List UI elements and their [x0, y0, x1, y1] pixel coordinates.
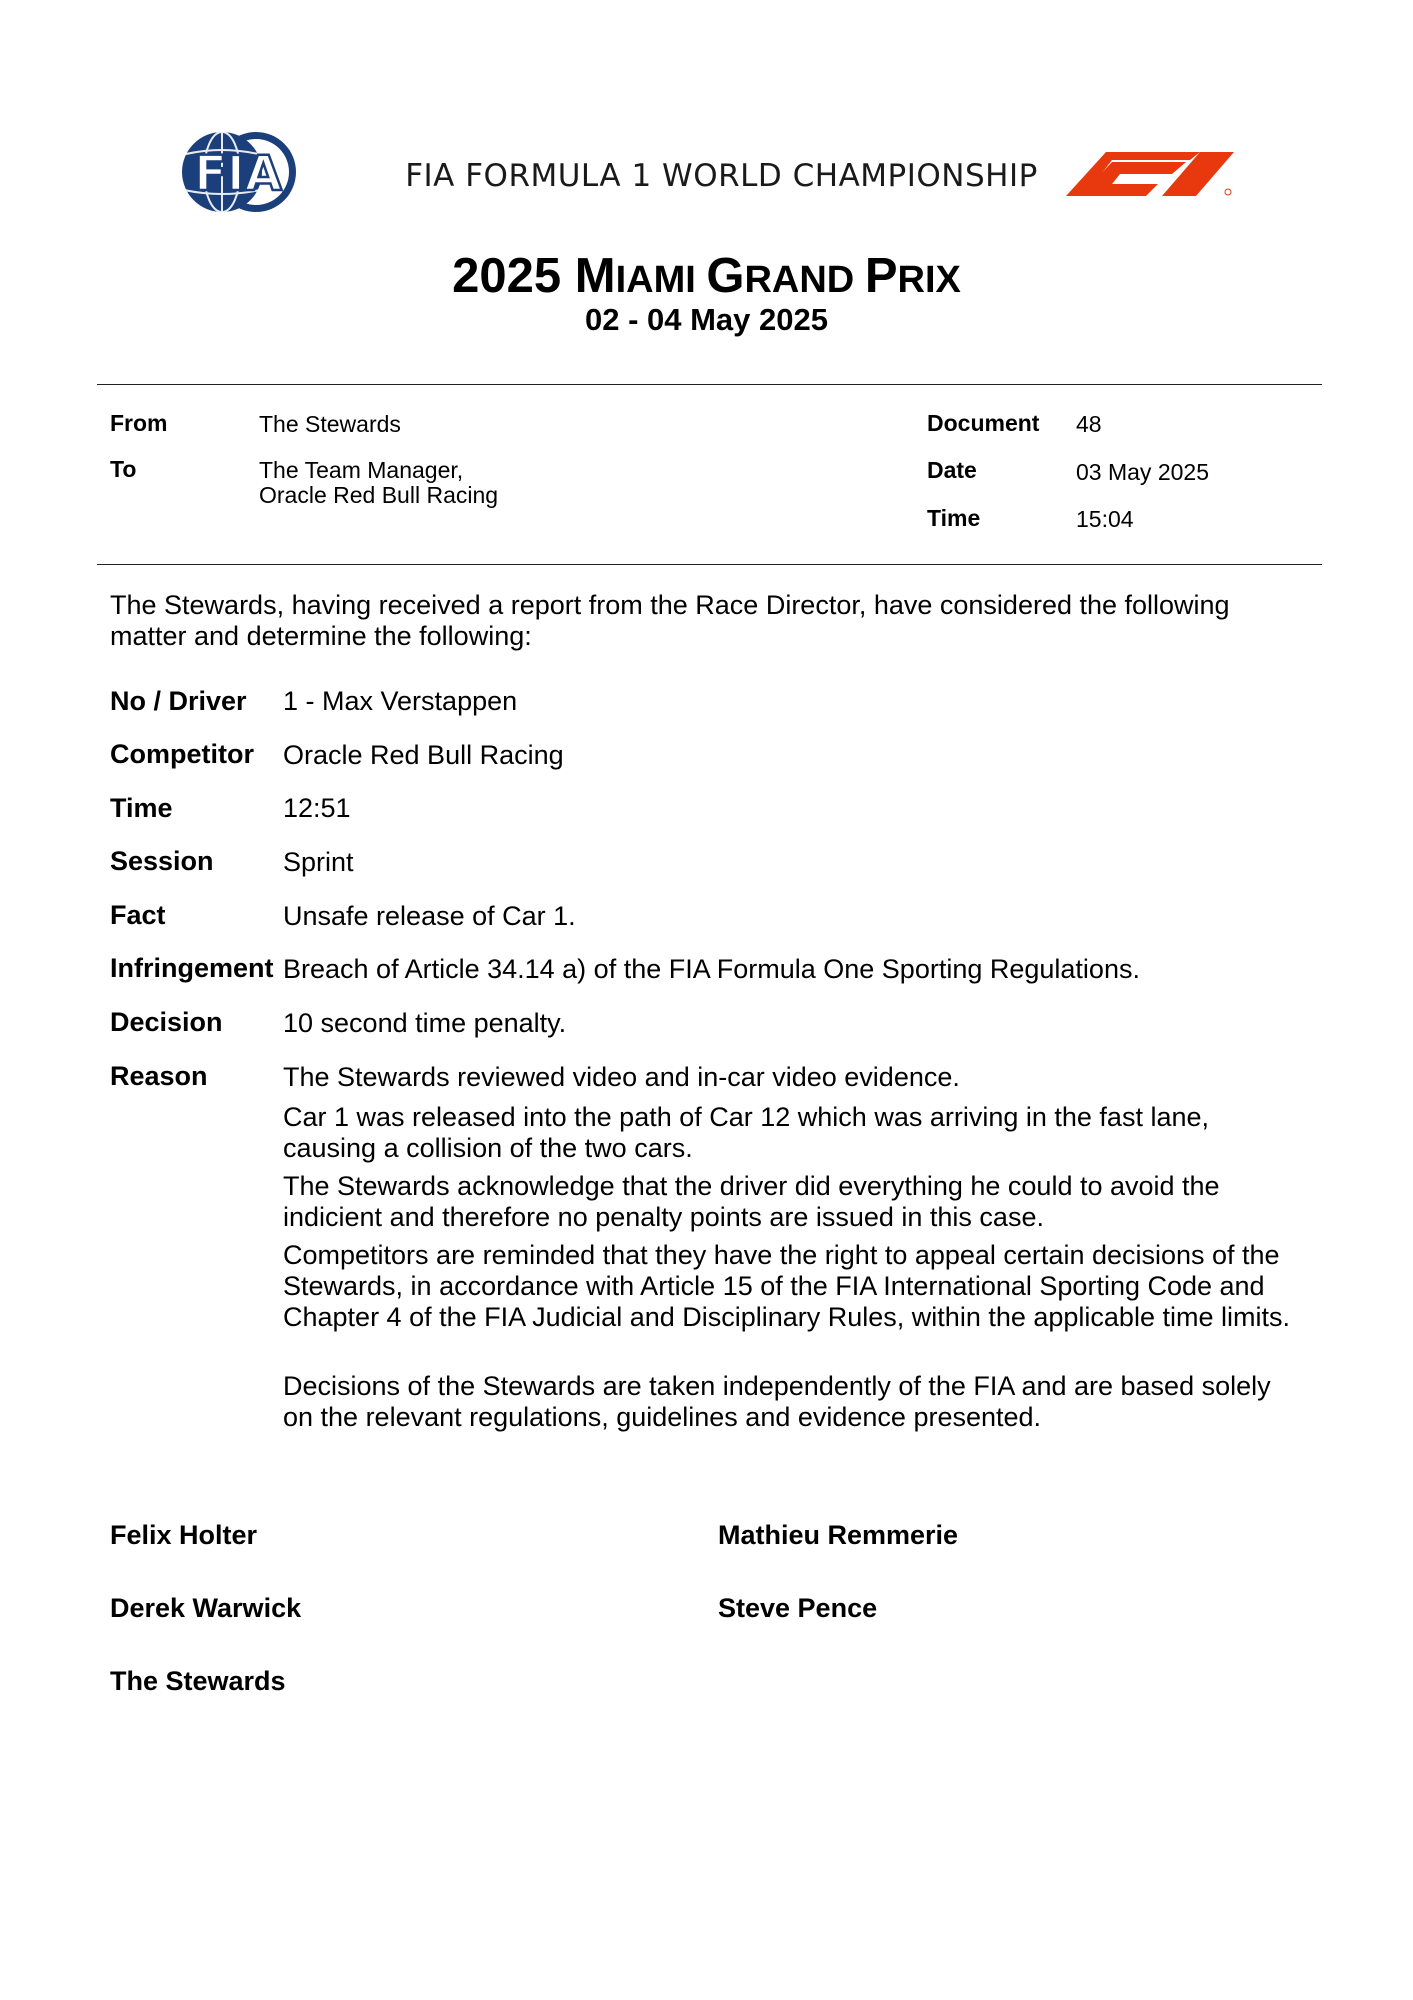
divider-top [97, 384, 1322, 385]
competitor-label: Competitor [110, 739, 254, 769]
intro-text [110, 590, 1310, 652]
signatory-1: Felix Holter [110, 1520, 258, 1550]
reason-p2-line-2: causing a collision of the two cars. [283, 1133, 693, 1163]
date-label: Date [927, 457, 977, 483]
f1-logo [1066, 150, 1238, 198]
event-title: 2025 MIAMI GRAND PRIX [452, 249, 961, 303]
time-label: Time [927, 505, 981, 531]
reason-p3-line-1: The Stewards acknowledge that the driver did everything he could to avoid the [283, 1171, 1220, 1201]
date-value: 03 May 2025 [1076, 459, 1209, 485]
competitor-value: Oracle Red Bull Racing [283, 740, 564, 770]
signatory-3: Derek Warwick [110, 1593, 302, 1623]
reason-paragraph-3 [283, 1171, 1313, 1233]
infringement-label: Infringement [110, 953, 274, 983]
reason-paragraph-4 [283, 1240, 1313, 1333]
championship-title: FIA FORMULA 1 WORLD CHAMPIONSHIP [405, 158, 1038, 194]
driver-label: No / Driver [110, 686, 247, 716]
document-value: 48 [1076, 411, 1102, 437]
session-label: Session [110, 846, 214, 876]
reason-paragraph-1 [283, 1062, 1313, 1093]
session-value: Sprint [283, 847, 354, 877]
stewards-footer: The Stewards [110, 1666, 286, 1696]
decision-value: 10 second time penalty. [283, 1008, 567, 1038]
driver-value: 1 - Max Verstappen [283, 686, 518, 716]
from-label: From [110, 410, 168, 436]
time-field-label: Time [110, 793, 173, 823]
time-value: 15:04 [1076, 506, 1134, 532]
intro-line-1: The Stewards, having received a report from the Race Director, have considered the following [110, 590, 1230, 620]
fact-value: Unsafe release of Car 1. [283, 901, 576, 931]
document-label: Document [927, 410, 1040, 436]
reason-p5-line-1: Decisions of the Stewards are taken independently of the FIA and are based solely [283, 1371, 1271, 1401]
to-value [259, 458, 498, 508]
event-dates: 02 - 04 May 2025 [584, 302, 828, 337]
reason-p4-line-2: Stewards, in accordance with Article 15 of the FIA International Sporting Code and [283, 1271, 1265, 1301]
fact-label: Fact [110, 900, 166, 930]
reason-p2-line-1: Car 1 was released into the path of Car 12 which was arriving in the fast lane, [283, 1102, 1209, 1132]
reason-p4-line-1: Competitors are reminded that they have the right to appeal certain decisions of the [283, 1240, 1280, 1270]
reason-p1-line-1: The Stewards reviewed video and in-car video evidence. [283, 1062, 960, 1092]
to-value-line1: The Team Manager, [259, 457, 464, 483]
intro-line-2: matter and determine the following: [110, 621, 532, 651]
infringement-value: Breach of Article 34.14 a) of the FIA Formula One Sporting Regulations. [283, 954, 1140, 984]
fia-logo-text: FIA [194, 146, 282, 202]
to-value-line2: Oracle Red Bull Racing [259, 482, 499, 508]
reason-p5-line-2: on the relevant regulations, guidelines and evidence presented. [283, 1402, 1042, 1432]
reason-paragraph-2 [283, 1102, 1313, 1164]
time-field-value: 12:51 [283, 793, 351, 823]
reason-label: Reason [110, 1061, 208, 1091]
decision-label: Decision [110, 1007, 223, 1037]
signatory-4: Steve Pence [718, 1593, 878, 1623]
reason-p3-line-2: indicient and therefore no penalty points are issued in this case. [283, 1202, 1044, 1232]
from-value: The Stewards [259, 411, 401, 437]
divider-bottom [97, 564, 1322, 565]
signatory-2: Mathieu Remmerie [718, 1520, 959, 1550]
reason-p4-line-3: Chapter 4 of the FIA Judicial and Disciplinary Rules, within the applicable time limits. [283, 1302, 1290, 1332]
reason-paragraph-5 [283, 1371, 1313, 1433]
to-label: To [110, 456, 137, 482]
